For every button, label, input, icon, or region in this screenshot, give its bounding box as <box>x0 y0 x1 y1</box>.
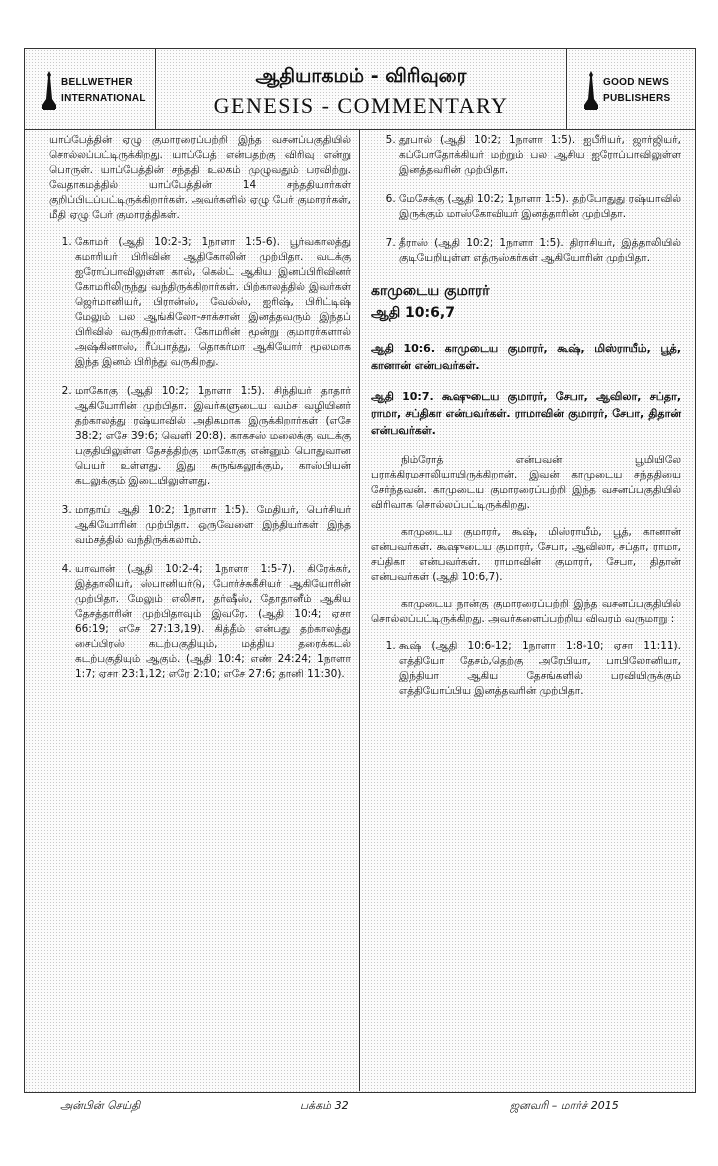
footer-page-number: பக்கம் 32 <box>300 1099 349 1112</box>
page-title-english: GENESIS - COMMENTARY <box>213 93 509 118</box>
list-item: 2. மாகோகு (ஆதி 10:2; 1நாளா 1:5). சிந்தியர் தாதார் ஆகியோரின் முற்பிதா. இவர்களுடைய வம்ச வழியினர் தற்காலத்து ரஷ்யாவில் அதிகமாக இருக்கிறார்கள் (எசே 38:2; எசே 39:6; வெளி 20:8). காகசஸ் மலைக்கு வடக்கு பகுதியிலுள்ள தேசத்திற்கு மாகோகு என்னும் பொதுவான பெயர் உள்ளது. இது சுருங்கலூக்கும், காஸ்பியன் கடலுக்கும் இடையிலுள்ளது. <box>75 384 351 489</box>
verse-6: ஆதி 10:6. காமுடைய குமாரர், கூஷ், மிஸ்ராயீம், பூத், கானான் என்பவர்கள். <box>371 342 681 372</box>
section-reference: ஆதி 10:6,7 <box>371 305 455 321</box>
logo-line-1: GOOD NEWS <box>603 77 670 88</box>
verse-7: ஆதி 10:7. கூஷுடைய குமாரர், சேபா, ஆவிலா, சப்தா, ராமா, சப்திகா என்பவர்கள். ராமாவின் குமாரர், சேபா, திதான் என்பவர்கள். <box>371 390 681 437</box>
list-item: 4. யாவான் (ஆதி 10:2-4; 1நாளா 1:5-7). கிரேக்கர், இத்தாலியர், ஸ்பானியர்டு, போர்ச்சுகீசியர் ஆகியோரின் முற்பிதா. மேலும் எலிசா, தர்ஷீஸ், தோதானீம் ஆகிய தேசத்தாரின் முற்பிதாவும் இவரே. (ஆதி 10:4; ஏசா 66:19; எசே 27:13,19). கித்தீம் என்பது தற்காலத்து சைப்பிரஸ் கடற்பகுதியும், மத்திய தரைக்கடல் கடற்பகுதியும் ஆகும். (ஆதி 10:4; எண் 24:24; 1நாளா 1:7; ஏசா 23:1,12; எரே 2:10; எசே 27:6; தானி 11:30). <box>75 562 351 682</box>
intro-paragraph: யாப்பேத்தின் ஏழு குமாரரைப்பற்றி இந்த வசனப்பகுதியில் சொல்லப்பட்டிருக்கிறது. யாப்பேத் என்பதற்கு விரிவு என்று பொருள். யாப்பேத்தின் சந்ததி உலகம் முழுவதும் பரவிற்று. வேதாகமத்தில் யாப்பேத்தின் 14 சந்ததியார்கள் குறிப்பிடப்பட்டிருக்கிறார்கள். அவர்களில் ஏழு பேர் குமாரர்கள், மீதி ஏழு பேர் குமாரத்திகள். <box>49 134 351 221</box>
list-item: 1. கூஷ் (ஆதி 10:6-12; 1நாளா 1:8-10; ஏசா 11:11). எத்தியோ தேசம்,தெற்கு அரேபியா, பாபிலோனியா, இந்தியா ஆகிய தேசங்களில் பரவியிருக்கும் எத்தியோப்பிய இனத்தவரின் முற்பிதா. <box>399 639 681 699</box>
page-footer <box>0 1099 718 1117</box>
column-divider <box>359 130 360 1091</box>
body-paragraph: காமுடைய குமாரர், கூஷ், மிஸ்ராயீம், பூத், கானான் என்பவர்கள். கூஷுடைய குமாரர், சேபா, ஆவிலா, சப்தா, ராமா, சப்திகா என்பவர்கள். ராமாவின் குமாரர், சேபா, திதான் என்பவர்கள் (ஆதி 10:6,7). <box>371 526 681 583</box>
good-news-logo <box>581 69 691 111</box>
son-list-continued <box>371 133 681 266</box>
list-item: 1. கோமர் (ஆதி 10:2-3; 1நாளா 1:5-6). பூர்வகாலத்து கமாரியர் பிரிவின் ஆதிகோலின் முற்பிதா. வடக்கு ஐரோப்பாவிலுள்ள கால், கெல்ட் ஆகிய இனப்பிரிவினர் கோமரிலிருந்து வந்திருக்கிறார்கள். பிற்காலத்தில் இவர்கள் ஜெர்மானியர், பிரான்ஸ், வேல்ஸ், ஐரிஷ், பிரிட்டிஷ் மேலும் பல ஆங்கிலோ-சாக்சான் இனத்தவரும் இந்தப் பிரிவில் வருகிறார்கள். கோமரின் மூன்று குமாரர்களால் அஷ்கினாஸ், ரீப்பாத்து, தொகர்மா ஆகியோர் மூலமாக இந்த இனம் பிரிந்து வருகிறது. <box>75 235 351 370</box>
footer-publication: அன்பின் செய்தி <box>60 1099 141 1112</box>
left-logo-box <box>25 49 156 129</box>
logo-line-2: INTERNATIONAL <box>61 93 146 104</box>
list-item: 3. மாதாய் ஆதி 10:2; 1நாளா 1:5). மேதியர், பெர்சியர் ஆகியோரின் முற்பிதா. ஒருவேளை இந்தியர்கள் இந்த வம்சத்தில் வந்திருக்கலாம். <box>75 503 351 548</box>
list-item: 5. தூபால் (ஆதி 10:2; 1நாளா 1:5). ஐபீரியர், ஜார்ஜியர், கப்போதோக்கியர் மற்றும் பல ஆசிய ஐரோப்பாவிலுள்ள இனத்தவரின் முற்பிதா. <box>399 133 681 178</box>
list-item: 7. தீராஸ் (ஆதி 10:2; 1நாளா 1:5). திராசியர், இத்தாலியில் குடியேறியுள்ள எத்ருஸ்கர்கள் ஆகியோரின் முற்பிதா. <box>399 236 681 266</box>
body-paragraph: நிம்ரோத் என்பவன் பூமியிலே பராக்கிரமசாலியாயிருக்கிறான். இவன் காமுடைய சந்ததியை சேர்ந்தவன். காமுடைய குமாரரைப்பற்றி இந்த வசனப்பகுதியில் விரிவாக சொல்லப்பட்டிருக்கிறது. <box>371 454 681 511</box>
left-column <box>49 133 351 696</box>
logo-line-2: PUBLISHERS <box>603 93 671 104</box>
page-title-tamil: ஆதியாகமம் - விரிவுரை <box>255 65 467 87</box>
list-item: 6. மேசேக்கு (ஆதி 10:2; 1நாளா 1:5). தற்போதுது ரஷ்யாவில் இருக்கும் மாஸ்கோவியர் இனத்தாரின் முற்பிதா. <box>399 192 681 222</box>
bellwether-logo <box>39 69 149 111</box>
right-logo-box <box>566 49 695 129</box>
lamp-icon <box>39 69 59 111</box>
page-frame <box>24 48 696 1093</box>
page-header <box>25 49 695 130</box>
lamp-icon <box>581 69 601 111</box>
section-heading <box>371 280 681 324</box>
right-column <box>371 133 681 713</box>
body-paragraph: காமுடைய நான்கு குமாரரைப்பற்றி இந்த வசனப்பகுதியில் சொல்லப்பட்டிருக்கிறது. அவர்களைப்பற்றிய விவரம் வருமாறு : <box>371 598 681 625</box>
footer-issue-date: ஜனவரி – மார்ச் 2015 <box>510 1099 619 1112</box>
section-title: காமுடைய குமாரர் <box>371 283 490 299</box>
son-list <box>49 235 351 682</box>
ham-sons-list <box>371 639 681 699</box>
logo-line-1: BELLWETHER <box>61 77 133 88</box>
